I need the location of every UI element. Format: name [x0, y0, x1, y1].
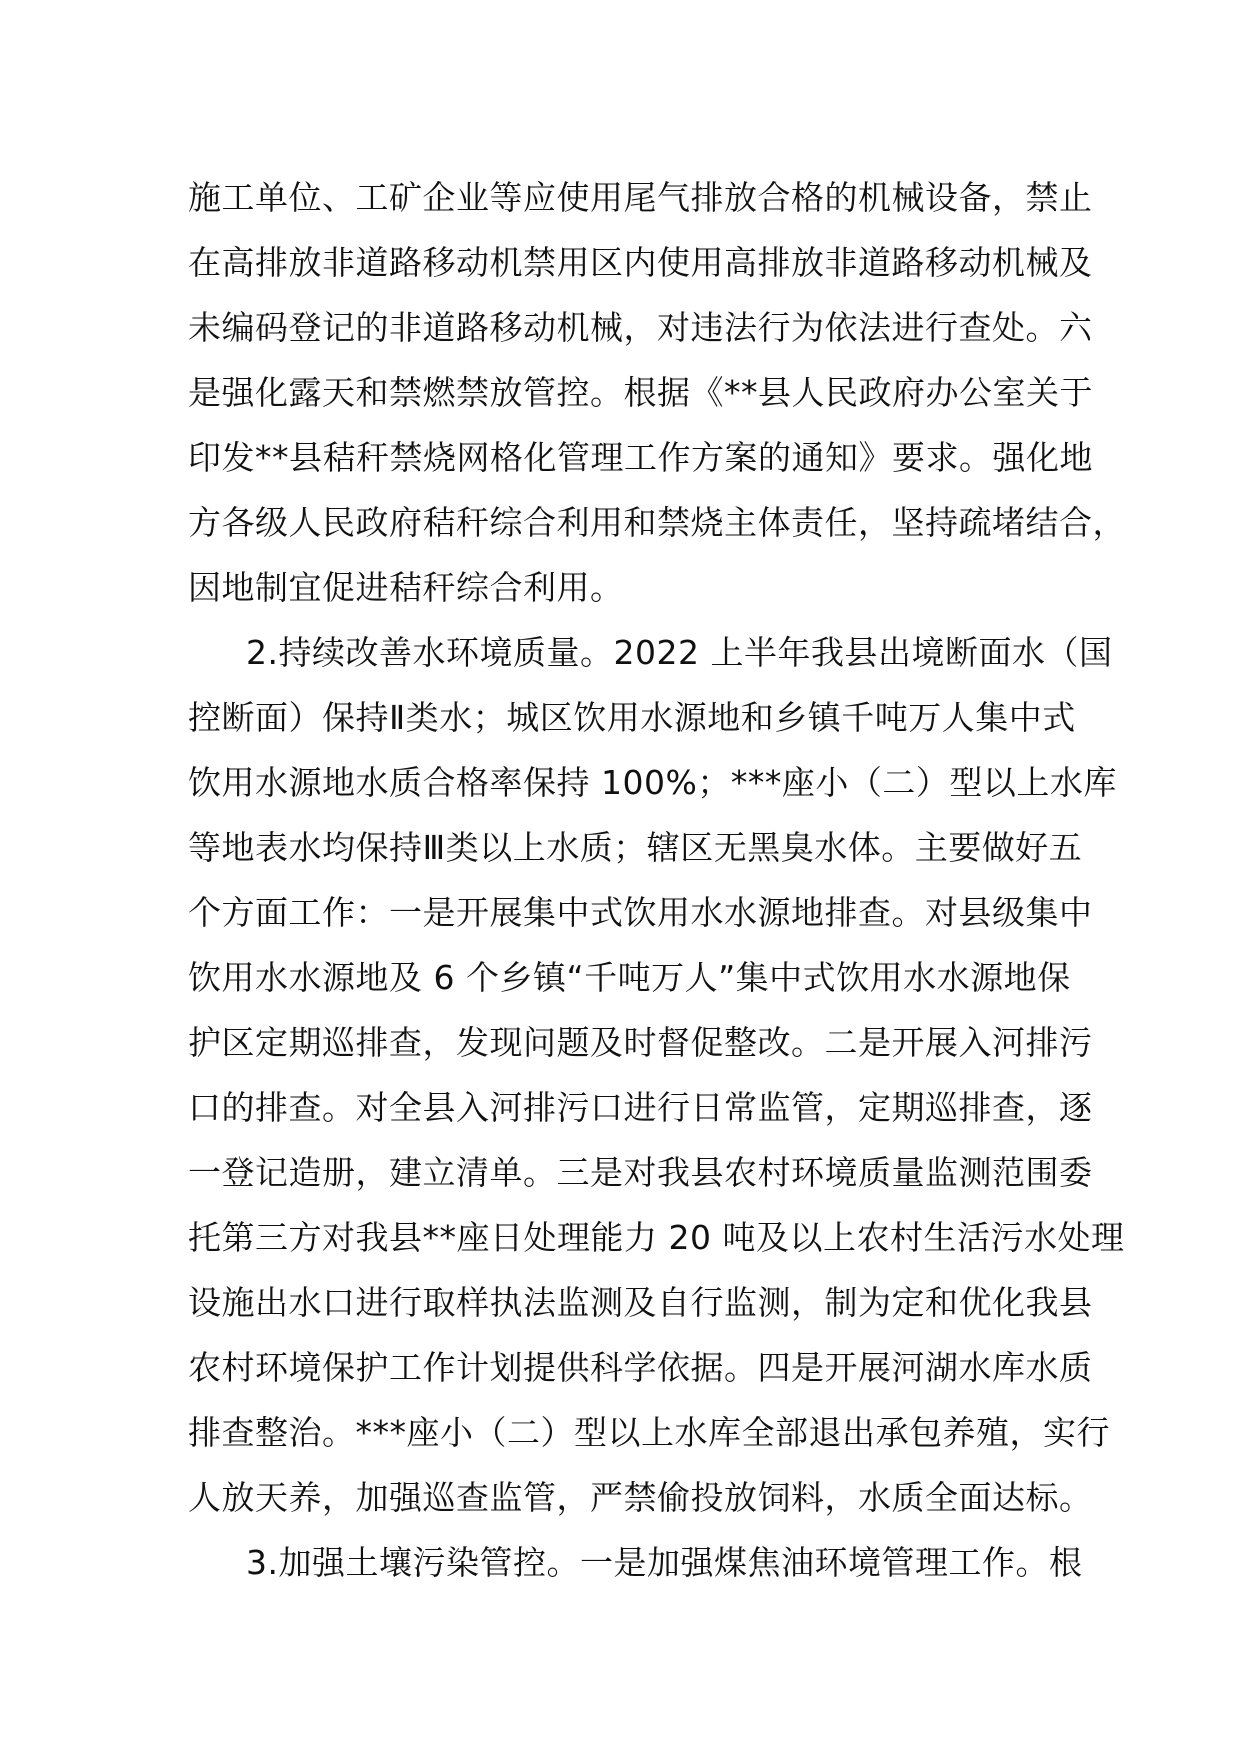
text-line: 一登记造册，建立清单。三是对我县农村环境质量监测范围委	[188, 1153, 1093, 1192]
text-line: 因地制宜促进秸秆综合利用。	[188, 568, 624, 607]
text-line: 未编码登记的非道路移动机械，对违法行为依法进行查处。六	[188, 308, 1093, 347]
body-text	[188, 165, 1126, 1595]
text-line: 农村环境保护工作计划提供科学依据。四是开展河湖水库水质	[188, 1348, 1093, 1387]
text-line: 是强化露天和禁燃禁放管控。根据《**县人民政府办公室关于	[188, 373, 1093, 412]
text-line: 饮用水源地水质合格率保持 100%；***座小（二）型以上水库	[188, 763, 1117, 802]
text-line: 印发**县秸秆禁烧网格化管理工作方案的通知》要求。强化地	[188, 438, 1093, 477]
paragraph-first-line: 3.加强土壤污染管控。一是加强煤焦油环境管理工作。根	[246, 1543, 1083, 1582]
text-line: 等地表水均保持Ⅲ类以上水质；辖区无黑臭水体。主要做好五	[188, 828, 1083, 867]
text-line: 施工单位、工矿企业等应使用尾气排放合格的机械设备，禁止	[188, 178, 1093, 217]
text-line: 控断面）保持Ⅱ类水；城区饮用水源地和乡镇千吨万人集中式	[188, 698, 1076, 737]
text-line: 个方面工作：一是开展集中式饮用水水源地排查。对县级集中	[188, 893, 1093, 932]
text-line: 口的排查。对全县入河排污口进行日常监管，定期巡排查，逐	[188, 1088, 1093, 1127]
paragraph-first-line: 2.持续改善水环境质量。2022 上半年我县出境断面水（国	[246, 633, 1113, 672]
text-line: 方各级人民政府秸秆综合利用和禁烧主体责任，坚持疏堵结合，	[188, 503, 1126, 542]
text-line: 饮用水水源地及 6 个乡镇“千吨万人”集中式饮用水水源地保	[188, 958, 1071, 997]
text-line: 护区定期巡排查，发现问题及时督促整改。二是开展入河排污	[188, 1023, 1093, 1062]
text-line: 在高排放非道路移动机禁用区内使用高排放非道路移动机械及	[188, 243, 1093, 282]
text-line: 人放天养，加强巡查监管，严禁偷投放饲料，水质全面达标。	[188, 1478, 1093, 1517]
text-line: 托第三方对我县**座日处理能力 20 吨及以上农村生活污水处理	[188, 1218, 1125, 1257]
text-line: 排查整治。***座小（二）型以上水库全部退出承包养殖，实行	[188, 1413, 1110, 1452]
text-line: 设施出水口进行取样执法监测及自行监测，制为定和优化我县	[188, 1283, 1093, 1322]
